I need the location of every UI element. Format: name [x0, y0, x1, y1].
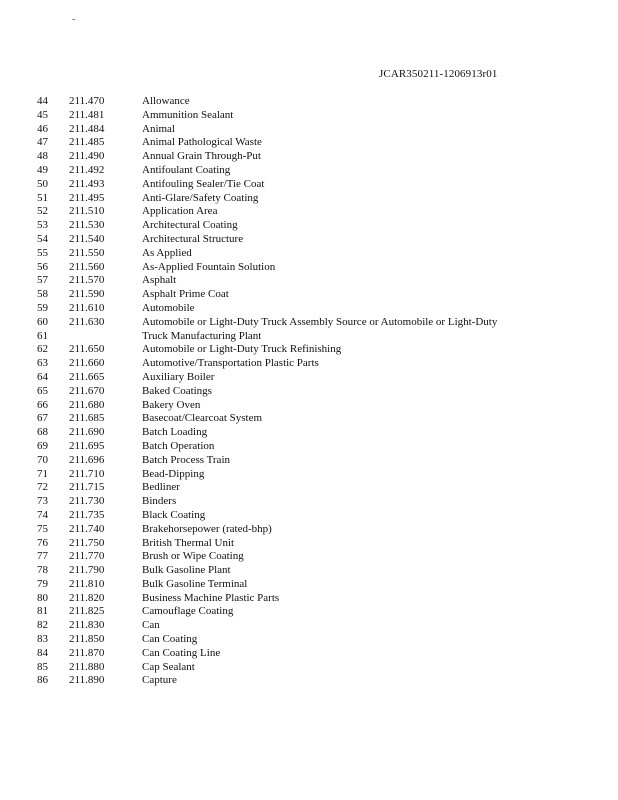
line-number: 61	[37, 329, 48, 342]
list-line	[0, 564, 618, 578]
line-number: 77	[37, 550, 48, 563]
list-line	[0, 288, 618, 302]
defined-term: Automotive/Transportation Plastic Parts	[142, 357, 319, 370]
list-line	[0, 343, 618, 357]
defined-term: Allowance	[142, 95, 190, 107]
section-number: 211.590	[69, 288, 105, 301]
section-number: 211.530	[69, 219, 105, 232]
line-number: 76	[37, 536, 48, 549]
defined-term: Camouflage Coating	[142, 605, 234, 618]
defined-term: British Thermal Unit	[142, 536, 235, 549]
section-number: 211.685	[69, 412, 105, 425]
section-number: 211.492	[69, 163, 105, 176]
page-mark: -	[72, 14, 76, 25]
list-line	[0, 150, 618, 164]
section-number: 211.540	[69, 232, 105, 245]
line-number: 56	[37, 260, 48, 273]
defined-term: Cap Sealant	[142, 660, 195, 673]
defined-term: Animal Pathological Waste	[142, 136, 262, 149]
line-number: 71	[37, 467, 48, 480]
list-line	[0, 661, 618, 675]
list-line	[0, 426, 618, 440]
section-number: 211.695	[69, 439, 105, 452]
list-line	[0, 509, 618, 523]
list-line	[0, 302, 618, 316]
line-number: 58	[37, 288, 48, 301]
defined-term: Truck Manufacturing Plant	[142, 329, 262, 342]
defined-term: Capture	[142, 674, 177, 687]
defined-term: Brush or Wipe Coating	[142, 550, 244, 563]
defined-term: Business Machine Plastic Parts	[142, 591, 280, 604]
list-line	[0, 192, 618, 206]
list-line	[0, 164, 618, 178]
section-number: 211.790	[69, 564, 105, 577]
line-number: 60	[37, 315, 48, 328]
list-line	[0, 95, 618, 109]
defined-term: Can	[142, 619, 160, 632]
defined-term: Automobile or Light-Duty Truck Assembly Source or Automobile or Light-Duty	[142, 315, 498, 328]
list-line	[0, 109, 618, 123]
line-number: 65	[37, 384, 48, 397]
section-number: 211.850	[69, 633, 105, 646]
line-number: 66	[37, 398, 48, 411]
list-line	[0, 233, 618, 247]
line-number: 84	[37, 646, 48, 659]
line-number: 68	[37, 426, 48, 439]
list-line	[0, 523, 618, 537]
line-number: 49	[37, 163, 48, 176]
defined-term: Asphalt	[142, 274, 177, 287]
list-line	[0, 468, 618, 482]
list-line	[0, 123, 618, 137]
line-number: 57	[37, 274, 48, 287]
list-line	[0, 537, 618, 551]
defined-term: Can Coating Line	[142, 646, 221, 659]
defined-term: Antifoulant Coating	[142, 163, 231, 176]
list-line	[0, 261, 618, 275]
section-number: 211.484	[69, 122, 105, 135]
list-line	[0, 316, 618, 330]
defined-term: Ammunition Sealant	[142, 108, 234, 121]
line-number: 86	[37, 674, 48, 687]
line-number: 80	[37, 591, 48, 604]
line-number: 46	[37, 122, 48, 135]
list-line	[0, 605, 618, 619]
line-number: 70	[37, 453, 48, 466]
defined-term: Auxiliary Boiler	[142, 370, 215, 383]
list-line	[0, 578, 618, 592]
defined-term: Binders	[142, 495, 177, 508]
defined-term: Application Area	[142, 205, 218, 218]
section-number: 211.560	[69, 260, 105, 273]
list-line	[0, 454, 618, 468]
defined-term: As-Applied Fountain Solution	[142, 260, 276, 273]
document-id: JCAR350211-1206913r01	[379, 68, 498, 80]
line-number: 64	[37, 370, 48, 383]
list-line	[0, 205, 618, 219]
section-number: 211.490	[69, 150, 105, 163]
line-number: 69	[37, 439, 48, 452]
defined-term: Basecoat/Clearcoat System	[142, 412, 263, 425]
line-number: 75	[37, 522, 48, 535]
section-number: 211.810	[69, 577, 105, 590]
defined-term: Automobile	[142, 301, 195, 314]
section-number: 211.665	[69, 370, 105, 383]
section-number: 211.610	[69, 301, 105, 314]
defined-term: Architectural Structure	[142, 232, 244, 245]
section-number: 211.650	[69, 343, 105, 356]
section-number: 211.870	[69, 646, 105, 659]
list-line	[0, 440, 618, 454]
line-number: 45	[37, 108, 48, 121]
defined-term: Antifouling Sealer/Tie Coat	[142, 177, 265, 190]
section-number: 211.550	[69, 246, 105, 259]
section-number: 211.493	[69, 177, 105, 190]
list-line	[0, 495, 618, 509]
list-line	[0, 592, 618, 606]
line-number: 62	[37, 343, 48, 356]
line-number: 54	[37, 232, 48, 245]
defined-term: Bakery Oven	[142, 398, 201, 411]
list-line	[0, 647, 618, 661]
line-number: 72	[37, 481, 48, 494]
section-number: 211.710	[69, 467, 105, 480]
numbered-definition-list	[0, 95, 618, 688]
section-number: 211.485	[69, 136, 105, 149]
section-number: 211.880	[69, 660, 105, 673]
defined-term: Bead-Dipping	[142, 467, 205, 480]
defined-term: Anti-Glare/Safety Coating	[142, 191, 259, 204]
section-number: 211.495	[69, 191, 105, 204]
section-number: 211.630	[69, 315, 105, 328]
defined-term: Batch Operation	[142, 439, 215, 452]
section-number: 211.481	[69, 108, 105, 121]
defined-term: Black Coating	[142, 508, 206, 521]
defined-term: Architectural Coating	[142, 219, 238, 232]
defined-term: Animal	[142, 122, 175, 135]
list-line	[0, 247, 618, 261]
line-number: 53	[37, 219, 48, 232]
defined-term: As Applied	[142, 246, 192, 259]
line-number: 50	[37, 177, 48, 190]
section-number: 211.820	[69, 591, 105, 604]
section-number: 211.670	[69, 384, 105, 397]
section-number: 211.750	[69, 536, 105, 549]
section-number: 211.696	[69, 453, 105, 466]
line-number: 59	[37, 301, 48, 314]
defined-term: Can Coating	[142, 633, 198, 646]
list-line	[0, 219, 618, 233]
defined-term: Bulk Gasoline Terminal	[142, 577, 248, 590]
line-number: 47	[37, 136, 48, 149]
list-line	[0, 136, 618, 150]
section-number: 211.570	[69, 274, 105, 287]
defined-term: Brakehorsepower (rated-bhp)	[142, 522, 272, 535]
defined-term: Bulk Gasoline Plant	[142, 564, 231, 577]
defined-term: Automobile or Light-Duty Truck Refinishing	[142, 343, 342, 356]
list-line	[0, 550, 618, 564]
section-number: 211.510	[69, 205, 105, 218]
defined-term: Bedliner	[142, 481, 180, 494]
line-number: 73	[37, 495, 48, 508]
line-number: 63	[37, 357, 48, 370]
list-line	[0, 481, 618, 495]
section-number: 211.735	[69, 508, 105, 521]
list-line	[0, 385, 618, 399]
line-number: 55	[37, 246, 48, 259]
section-number: 211.830	[69, 619, 105, 632]
line-number: 82	[37, 619, 48, 632]
list-line	[0, 330, 618, 344]
list-line	[0, 178, 618, 192]
line-number: 79	[37, 577, 48, 590]
line-number: 51	[37, 191, 48, 204]
line-number: 52	[37, 205, 48, 218]
line-number: 85	[37, 660, 48, 673]
line-number: 48	[37, 150, 48, 163]
list-line	[0, 399, 618, 413]
list-line	[0, 357, 618, 371]
section-number: 211.890	[69, 674, 105, 687]
list-line	[0, 633, 618, 647]
section-number: 211.715	[69, 481, 105, 494]
defined-term: Annual Grain Through-Put	[142, 150, 261, 163]
line-number: 83	[37, 633, 48, 646]
section-number: 211.740	[69, 522, 105, 535]
defined-term: Baked Coatings	[142, 384, 212, 397]
section-number: 211.770	[69, 550, 105, 563]
defined-term: Asphalt Prime Coat	[142, 288, 229, 301]
list-line	[0, 619, 618, 633]
list-line	[0, 412, 618, 426]
line-number: 81	[37, 605, 48, 618]
section-number: 211.470	[69, 95, 105, 107]
section-number: 211.730	[69, 495, 105, 508]
section-number: 211.680	[69, 398, 105, 411]
list-line	[0, 274, 618, 288]
line-number: 44	[37, 95, 48, 107]
section-number: 211.825	[69, 605, 105, 618]
list-line	[0, 674, 618, 688]
defined-term: Batch Process Train	[142, 453, 230, 466]
section-number: 211.690	[69, 426, 105, 439]
list-line	[0, 371, 618, 385]
line-number: 67	[37, 412, 48, 425]
line-number: 74	[37, 508, 48, 521]
defined-term: Batch Loading	[142, 426, 208, 439]
line-number: 78	[37, 564, 48, 577]
section-number: 211.660	[69, 357, 105, 370]
